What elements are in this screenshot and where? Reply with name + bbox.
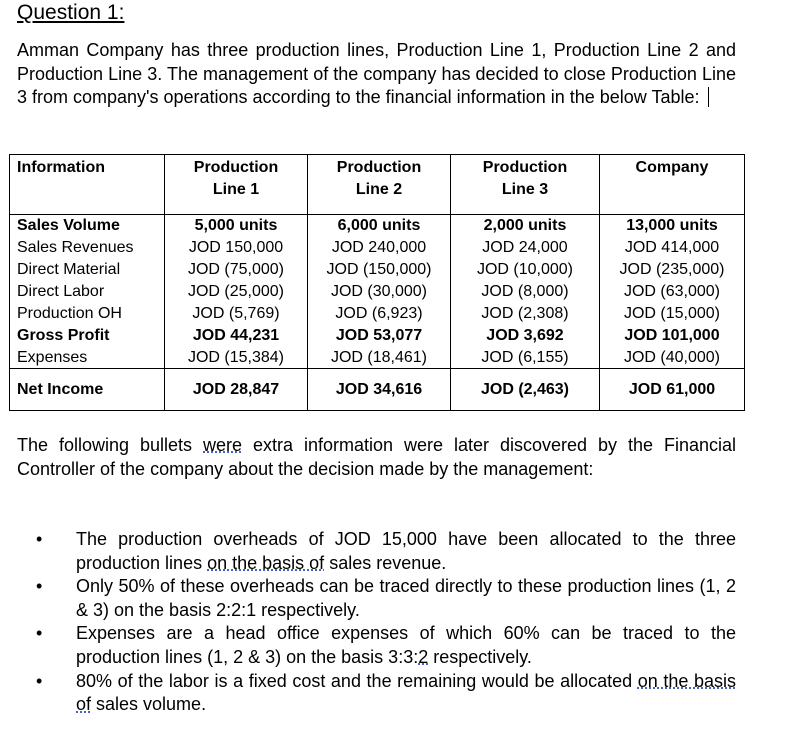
text-cursor (708, 87, 709, 107)
list-item (17, 528, 736, 575)
header-line-3-top: Production (482, 159, 568, 176)
cell-value: JOD (150,000) (308, 261, 451, 283)
cell-value: JOD 53,077 (308, 327, 451, 349)
cell-value: JOD (15,384) (165, 349, 308, 369)
following-paragraph (17, 434, 736, 481)
list-item (17, 670, 736, 717)
table-row (10, 327, 745, 349)
header-company: Company (600, 155, 745, 215)
header-line-2-top: Production (336, 159, 422, 176)
cell-value: JOD (5,769) (165, 305, 308, 327)
cell-value: JOD (6,155) (451, 349, 600, 369)
bullet-text: Only 50% of these overheads can be traced directly to these production lines (1, 2 & 3) on the basis 2:2:1 respectively. (76, 576, 736, 620)
bullet-list (17, 528, 736, 717)
cell-value: JOD (63,000) (600, 283, 745, 305)
row-label: Net Income (10, 369, 165, 411)
cell-value: 5,000 units (165, 215, 308, 240)
following-text-end: extra information were later discovered by the Financial Controller of the company about the decision made by the management: (17, 435, 737, 479)
row-label: Sales Revenues (10, 239, 165, 261)
header-information: Information (10, 155, 165, 215)
bullet-dotted-text: 2 (418, 646, 429, 667)
row-label: Direct Labor (10, 283, 165, 305)
header-line-2-bottom: Line 2 (355, 181, 403, 198)
cell-value: 13,000 units (600, 215, 745, 240)
table-header-row (10, 155, 745, 215)
table-row (10, 215, 745, 240)
header-line-1-top: Production (193, 159, 279, 176)
cell-value: JOD 28,847 (165, 369, 308, 411)
list-item (17, 575, 736, 622)
header-line-1-bottom: Line 1 (212, 181, 260, 198)
cell-value: JOD (10,000) (451, 261, 600, 283)
intro-text: Amman Company has three production lines, Production Line 1, Production Line 2 and Production Line 3. The management of the company has decided to close Production Line 3 from company's operations according to the financial information in the below Table: (17, 40, 736, 107)
following-text-were: were (203, 435, 243, 455)
cell-value: JOD (235,000) (600, 261, 745, 283)
list-item (17, 622, 736, 669)
bullet-text: The production overheads of JOD 15,000 have been allocated to the three production lines (76, 529, 736, 573)
intro-paragraph (17, 39, 736, 110)
following-text-start: The following bullets (17, 435, 204, 455)
cell-value: JOD (40,000) (600, 349, 745, 369)
cell-value: JOD 3,692 (451, 327, 600, 349)
cell-value: JOD (2,308) (451, 305, 600, 327)
cell-value: JOD (18,461) (308, 349, 451, 369)
cell-value: JOD (25,000) (165, 283, 308, 305)
cell-value: JOD 24,000 (451, 239, 600, 261)
cell-value: JOD 101,000 (600, 327, 745, 349)
bullet-dotted-text: on the basis of (207, 552, 325, 573)
header-line-3-bottom: Line 3 (501, 181, 549, 198)
cell-value: JOD (15,000) (600, 305, 745, 327)
cell-value: JOD 414,000 (600, 239, 745, 261)
cell-value: JOD (6,923) (308, 305, 451, 327)
bullet-text: 80% of the labor is a fixed cost and the remaining would be allocated (76, 670, 638, 691)
table-row (10, 349, 745, 369)
row-label: Expenses (10, 349, 165, 369)
header-line-2 (308, 155, 451, 215)
cell-value: JOD (2,463) (451, 369, 600, 411)
row-label: Gross Profit (10, 327, 165, 349)
row-label: Direct Material (10, 261, 165, 283)
header-line-3 (451, 155, 600, 215)
cell-value: JOD (8,000) (451, 283, 600, 305)
net-income-row (10, 369, 745, 411)
financial-table (9, 154, 745, 411)
cell-value: JOD (30,000) (308, 283, 451, 305)
table-row (10, 283, 745, 305)
cell-value: JOD 34,616 (308, 369, 451, 411)
cell-value: 2,000 units (451, 215, 600, 240)
cell-value: 6,000 units (308, 215, 451, 240)
bullet-text-end: sales volume. (91, 694, 207, 715)
bullet-text: Expenses are a head office expenses of which 60% can be traced to the production lines (1, 2 & 3) on the basis 3:3: (76, 623, 736, 667)
table-row (10, 305, 745, 327)
row-label: Sales Volume (10, 215, 165, 240)
cell-value: JOD 240,000 (308, 239, 451, 261)
bullet-text-end: sales revenue. (324, 552, 447, 573)
header-line-1 (165, 155, 308, 215)
cell-value: JOD (75,000) (165, 261, 308, 283)
table-row (10, 239, 745, 261)
row-label: Production OH (10, 305, 165, 327)
question-title: Question 1: (17, 1, 125, 24)
bullet-text-end: respectively. (428, 646, 532, 667)
bullet-dotted-text: on the basis of (76, 670, 736, 715)
cell-value: JOD 150,000 (165, 239, 308, 261)
cell-value: JOD 61,000 (600, 369, 745, 411)
cell-value: JOD 44,231 (165, 327, 308, 349)
table-row (10, 261, 745, 283)
